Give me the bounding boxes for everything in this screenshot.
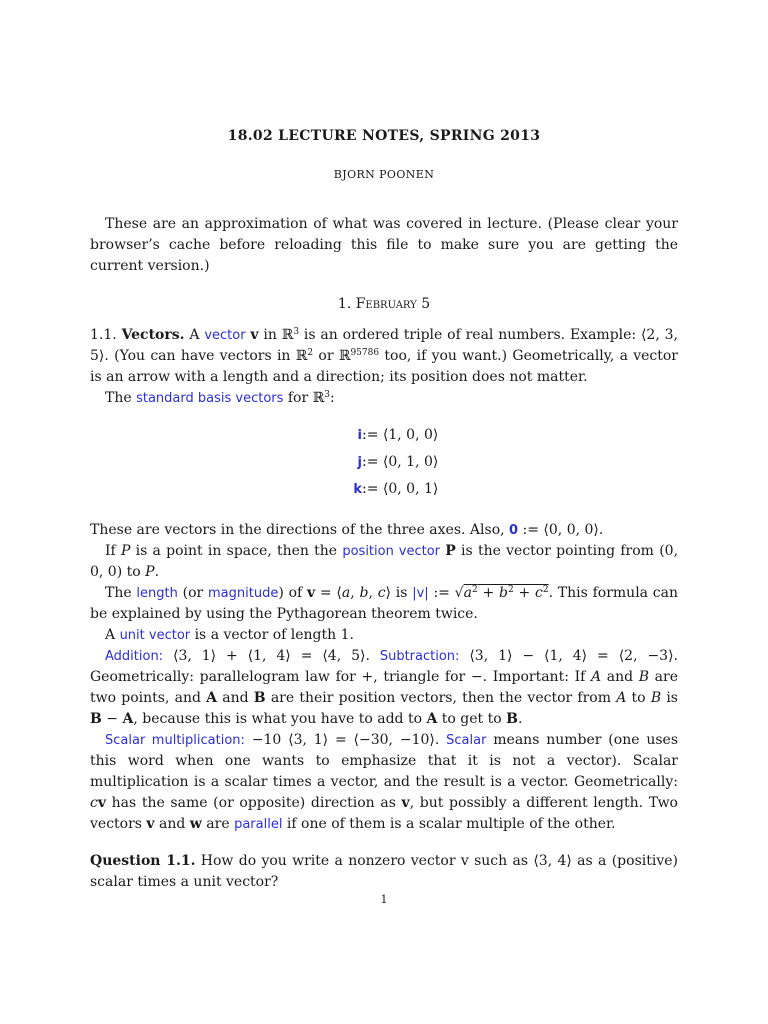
vectors-paragraph: 1.1. Vectors. A vector v in ℝ$^3$ is an ordered triple of real numbers. Example: ⟨2, 3, 5⟩. (You can have vectors in ℝ$^2$ or ℝ$^{95786}$ too, if you want.) Geometrically, a vector is an arrow with a length and a direction; its position does not matter.: [90, 327, 679, 385]
question-label: Question 1.1.: [90, 853, 196, 869]
paper-title: 18.02 LECTURE NOTES, SPRING 2013: [227, 128, 541, 144]
keyword-standard-basis: standard basis vectors: [136, 391, 284, 406]
section-heading: [0, 296, 768, 312]
keyword-length: length: [136, 586, 178, 601]
basis-intro: The standard basis vectors for ℝ$^3$:: [105, 390, 335, 406]
keyword-abs-v: |v|: [412, 586, 429, 601]
position-vector-paragraph: If P is a point in space, then the position vector P is the vector pointing from (0, 0, 0) to P.: [90, 543, 679, 580]
keyword-unit-vector: unit vector: [119, 628, 191, 643]
question-text: How do you write a nonzero vector v such as ⟨3, 4⟩ as a (positive) scalar times a unit vector?: [90, 853, 678, 890]
keyword-scalar-multiplication: Scalar multiplication:: [105, 733, 245, 748]
keyword-vector: vector: [204, 328, 246, 343]
basis-symbol: i: [357, 428, 362, 443]
subsection-number: 1.1.: [90, 327, 117, 343]
keyword-magnitude: magnitude: [208, 586, 279, 601]
question-paragraph: [90, 851, 678, 893]
keyword-position-vector: position vector: [342, 544, 441, 559]
basis-equation-i: [0, 427, 768, 443]
basis-symbol: j: [357, 455, 362, 470]
section-number: 1.: [337, 296, 352, 312]
keyword-scalar: Scalar: [446, 733, 487, 748]
keyword-subtraction: Subtraction:: [379, 649, 460, 664]
basis-value: := ⟨1, 0, 0⟩: [362, 427, 439, 443]
intro-paragraph: These are an approximation of what was covered in lecture. (Please clear your browser’s cache before reloading this file to make sure you are getting the current version.): [90, 216, 678, 274]
paper-author: BJORN POONEN: [333, 168, 435, 181]
basis-value: := ⟨0, 1, 0⟩: [362, 454, 439, 470]
addition-paragraph: Addition: ⟨3, 1⟩ + ⟨1, 4⟩ = ⟨4, 5⟩. Subtraction: ⟨3, 1⟩ − ⟨1, 4⟩ = ⟨2, −3⟩. Geometrically: parallelogram law for +, triangle for −. Important: If A and B are two points, and A and B are their position vectors, then the vector from A to B is B − A, because this is what you have to add to A to get to B.: [90, 648, 678, 727]
keyword-zero: 0: [509, 523, 519, 538]
basis-value: := ⟨0, 0, 1⟩: [362, 481, 439, 497]
basis-symbol: k: [353, 482, 362, 497]
page-number: 1: [380, 893, 388, 906]
unit-vector-paragraph: A unit vector is a vector of length 1.: [105, 627, 354, 643]
subsection-title: Vectors.: [121, 327, 185, 343]
scalar-paragraph: Scalar multiplication: −10 ⟨3, 1⟩ = ⟨−30, −10⟩. Scalar means number (one uses this word when one wants to emphasize that it is not a vector). Scalar multiplication is a scalar times a vector, and the result is a vector. Geometrically: cv has the same (or opposite) direction as v, but possibly a different length. Two vectors v and w are parallel if one of them is a scalar multiple of the other.: [90, 732, 678, 832]
keyword-addition: Addition:: [105, 649, 164, 664]
section-title: February 5: [355, 296, 431, 312]
basis-equation-k: [0, 481, 768, 497]
length-paragraph: The length (or magnitude) of v = ⟨a, b, c⟩ is |v| := $√a^2 + b^2 + c^2$. This formula can be explained by using the Pythagorean theorem twice.: [90, 585, 679, 622]
basis-equation-j: [0, 454, 768, 470]
keyword-parallel: parallel: [234, 817, 283, 832]
axes-paragraph: These are vectors in the directions of the three axes. Also, 0 := ⟨0, 0, 0⟩.: [90, 522, 604, 538]
